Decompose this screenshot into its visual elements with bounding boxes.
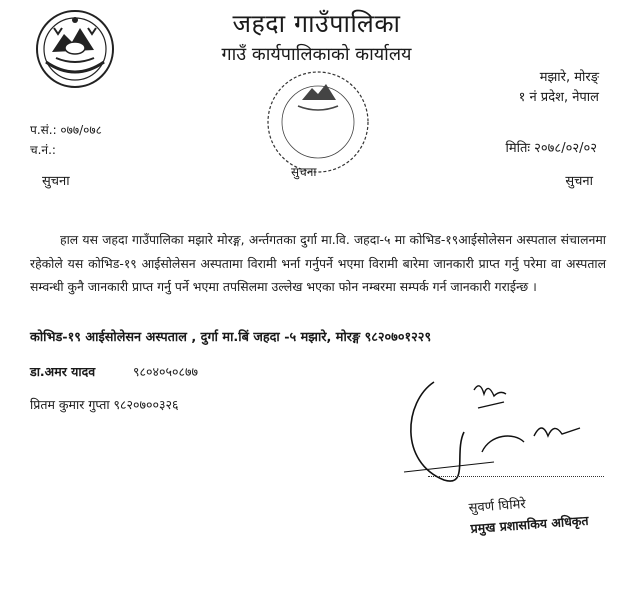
subject-left: सुचना (42, 174, 70, 189)
hospital-contact: कोभिड-१९ आईसोलेसन अस्पताल , दुर्गा मा.बिं जहदा -५ मझारे, मोरङ्ग ९८२०७०१२२९ (30, 330, 432, 345)
reference-label: प.सं. (30, 123, 53, 137)
address-line-1: मझारे, मोरङ् (539, 70, 599, 85)
date-label: मितिः (505, 141, 531, 156)
signatory-title: प्रमुख प्रशासकिय अधिकृत (470, 512, 589, 536)
office-address (519, 68, 599, 108)
date-value: २०७८/०२/०२ (534, 141, 597, 156)
dispatch-number-label: च.नं.: (30, 143, 56, 157)
doctor-name: डा.अमर यादव (30, 364, 96, 379)
contact-person: प्रितम कुमार गुप्ता ९८२०७००३२६ (30, 397, 179, 412)
notice-paragraph: हाल यस जहदा गाउँपालिका मझारे मोरङ्ग, अर्न्तगतका दुर्गा मा.वि. जहदा-५ मा कोभिड-१९आईसोलेसन अस्पताल संचालनमा रहेकोले यस कोभिड-१९ आईसोलेसन अस्पतामा विरामी भर्ना गर्नुपर्ने भएमा विरामी बारेमा जानकारी प्राप्त गर्नु परेमा वा अस्पताल सम्वन्धी कुनै जानकारी प्राप्त गर्नु पर्ने भएमा तपसिलमा उल्लेख भएका फोन नम्बरमा सम्पर्क गर्न जानकारी गराईन्छ । (30, 232, 606, 294)
letter-date (505, 138, 597, 156)
notice-body (30, 228, 606, 299)
address-line-2: १ नं प्रदेश, नेपाल (518, 90, 599, 105)
subject-center: सुचना (291, 165, 317, 179)
office-stamp-icon (262, 66, 374, 178)
subject-right: सुचना (565, 174, 593, 189)
doctor-phone: ९८०४०५०८७७ (133, 364, 199, 379)
handwritten-signature-icon (394, 372, 624, 492)
reference-value: ०७७/०७८ (60, 123, 102, 137)
signature-line (428, 476, 604, 477)
office-subtitle: गाउँ कार्यपालिकाको कार्यालय (221, 44, 412, 65)
office-title: जहदा गाउँपालिका (232, 9, 401, 38)
signatory-name: सुवर्ण घिमिरे (468, 497, 527, 516)
reference-number: प.सं.: ०७७/०७८ (30, 123, 102, 137)
